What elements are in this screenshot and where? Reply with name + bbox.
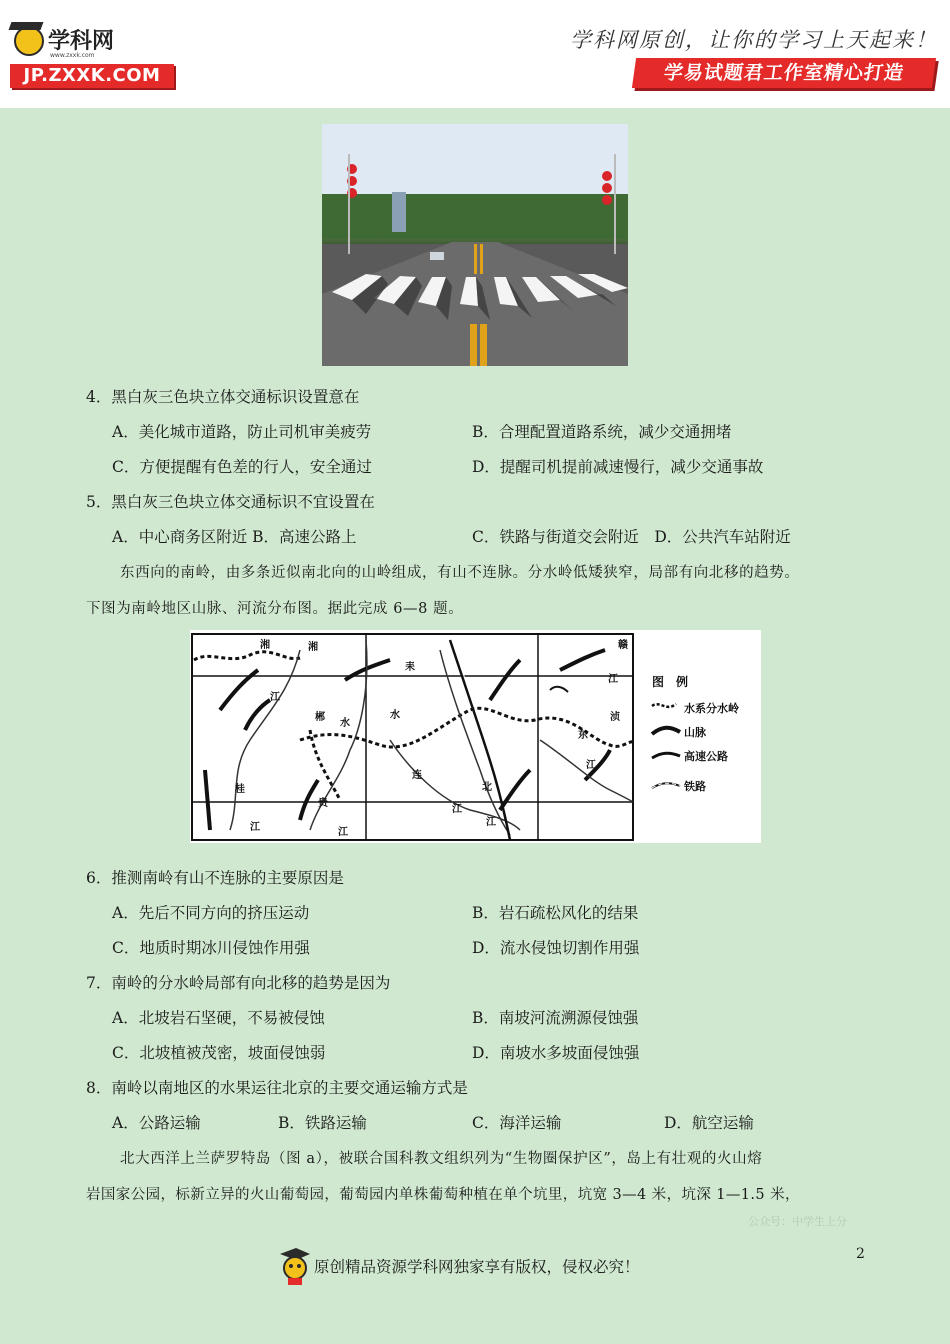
document-body xyxy=(0,108,950,1344)
q6-option-b: B．岩石疏松风化的结果 xyxy=(472,904,639,922)
logo-small-url: www.zxxk.com xyxy=(50,52,95,59)
q4-option-a: A．美化城市道路，防止司机审美疲劳 xyxy=(112,423,372,441)
q7-option-a: A．北坡岩石坚硬，不易被侵蚀 xyxy=(112,1009,325,1027)
legend-divide: 水系分水岭 xyxy=(684,702,739,715)
q7-option-b: B．南坡河流溯源侵蚀强 xyxy=(472,1009,639,1027)
q7-stem: 7．南岭的分水岭局部有向北移的趋势是因为 xyxy=(86,974,391,992)
map-label-dong: 东 xyxy=(578,730,588,741)
legend-mountain: 山脉 xyxy=(684,726,706,739)
graduation-cap-icon xyxy=(9,22,44,30)
map-label-zhen: 浈 xyxy=(610,712,620,723)
map-label-gan: 赣 xyxy=(618,640,628,651)
q6-option-c: C．地质时期冰川侵蚀作用强 xyxy=(112,939,310,957)
q8-option-b: B．铁路运输 xyxy=(278,1114,367,1132)
map-label-jiang6: 江 xyxy=(338,827,348,838)
watermark: 公众号：中学生上分 xyxy=(748,1215,847,1228)
q6-option-a: A．先后不同方向的挤压运动 xyxy=(112,904,310,922)
map-label-jiang2: 江 xyxy=(608,674,618,685)
map-label-lian: 连 xyxy=(412,770,422,781)
map-label-shui2: 水 xyxy=(390,710,400,721)
q4-option-d: D．提醒司机提前减速慢行，减少交通事故 xyxy=(472,458,764,476)
nanling-river-mountain-map xyxy=(190,630,761,843)
nanling-map xyxy=(190,630,761,843)
q4-option-b: B．合理配置道路系统，减少交通拥堵 xyxy=(472,423,732,441)
q5-options-ab: A．中心商务区附近 B．高速公路上 xyxy=(112,528,357,546)
legend-title: 图 例 xyxy=(652,675,689,689)
q8-option-a: A．公路运输 xyxy=(112,1114,201,1132)
legend-rail: 铁路 xyxy=(684,780,706,793)
passage-nanling-line2: 下图为南岭地区山脉、河流分布图。据此完成 6—8 题。 xyxy=(86,601,464,617)
q4-option-c: C．方便提醒有色差的行人，安全通过 xyxy=(112,458,372,476)
page-header xyxy=(0,0,950,108)
footer-copyright: 原创精品资源学科网独家享有版权，侵权必究！ xyxy=(314,1258,640,1276)
map-legend xyxy=(652,674,739,793)
mascot-icon xyxy=(14,26,44,56)
map-label-he: 贵 xyxy=(318,798,328,809)
map-label-xiang: 湘 xyxy=(260,640,270,651)
q8-stem: 8．南岭以南地区的水果运往北京的主要交通运输方式是 xyxy=(86,1079,468,1097)
map-label-jiang3: 江 xyxy=(250,822,260,833)
header-banner: 学易试题君工作室精心打造 xyxy=(632,58,936,88)
map-label-jiang5: 江 xyxy=(486,817,496,828)
logo-text: 学科网 xyxy=(48,29,115,54)
q5-options-cd: C．铁路与街道交会附近 D．公共汽车站附近 xyxy=(472,528,791,546)
page-number: 2 xyxy=(856,1246,865,1262)
q6-stem: 6．推测南岭有山不连脉的主要原因是 xyxy=(86,869,344,887)
map-label-jiang4: 江 xyxy=(452,804,462,815)
passage-lanzarote-line1: 北大西洋上兰萨罗特岛（图 a），被联合国科教文组织列为“生物圈保护区”，岛上有壮观的火山熔 xyxy=(120,1151,763,1167)
map-label-shui: 水 xyxy=(340,718,350,729)
logo-url: JP.ZXXK.COM xyxy=(10,64,174,88)
q8-option-c: C．海洋运输 xyxy=(472,1114,562,1132)
q8-option-d: D．航空运输 xyxy=(664,1114,754,1132)
map-label-jiang1: 江 xyxy=(270,692,280,703)
legend-highway: 高速公路 xyxy=(684,750,728,763)
crosswalk-photo xyxy=(322,124,628,366)
passage-lanzarote-line2: 岩国家公园，标新立异的火山葡萄园，葡萄园内单株葡萄种植在单个坑里，坑宽 3—4 米，坑深 1—1.5 米， xyxy=(86,1187,800,1203)
q6-option-d: D．流水侵蚀切割作用强 xyxy=(472,939,640,957)
map-label-gui: 桂 xyxy=(235,784,245,795)
map-label-bei: 北 xyxy=(482,782,492,793)
passage-nanling-line1: 东西向的南岭，由多条近似南北向的山岭组成，有山不连脉。分水岭低矮狭窄，局部有向北移的趋势。 xyxy=(120,565,800,581)
q4-stem: 4．黑白灰三色块立体交通标识设置意在 xyxy=(86,388,360,406)
q7-option-d: D．南坡水多坡面侵蚀强 xyxy=(472,1044,640,1062)
header-slogan: 学科网原创，让你的学习上天起来！ xyxy=(570,28,938,52)
map-label-xiang2: 湘 xyxy=(308,642,318,653)
map-label-lei: 耒 xyxy=(405,662,415,673)
zxxk-logo[interactable] xyxy=(10,22,180,92)
q7-option-c: C．北坡植被茂密，坡面侵蚀弱 xyxy=(112,1044,326,1062)
map-label-jiang7: 江 xyxy=(586,760,596,771)
3d-crosswalk-image xyxy=(322,124,628,366)
q5-stem: 5．黑白灰三色块立体交通标识不宜设置在 xyxy=(86,493,375,511)
mascot-icon xyxy=(278,1246,312,1286)
map-label-chen: 郴 xyxy=(315,712,325,723)
